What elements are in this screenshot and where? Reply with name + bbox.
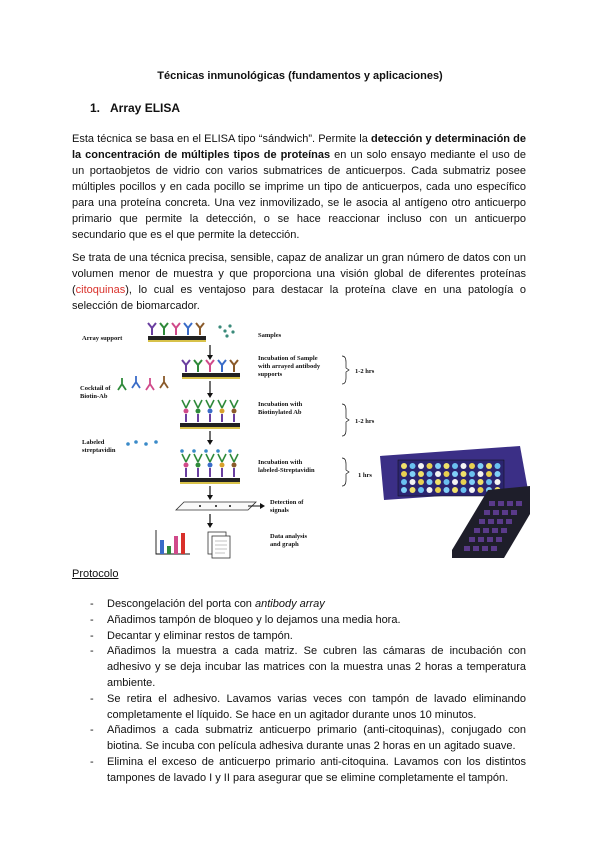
step-text: Añadimos tampón de bloqueo y lo dejamos una media hora. — [107, 613, 401, 626]
plate-well — [486, 463, 492, 469]
label-analysis-1: Data analysis — [270, 533, 308, 540]
protocol-step — [72, 644, 526, 691]
paragraph-intro — [72, 131, 526, 243]
plate-well — [435, 471, 441, 477]
plate-well — [418, 479, 424, 485]
plate-well — [401, 479, 407, 485]
slide-subarray — [484, 510, 490, 515]
section-number: 1. — [90, 101, 101, 115]
slide-subarray — [464, 546, 470, 551]
step-text: Añadimos a cada submatriz anticuerpo primario (anti-citoquinas), conjugado con biotina. Se incuba con película adhesiva durante unas 2 horas en un agitado suave. — [107, 724, 526, 753]
plate-well — [444, 479, 450, 485]
plate-well — [427, 463, 433, 469]
slide-subarray — [483, 528, 489, 533]
plate-well — [478, 463, 484, 469]
plate-well — [401, 471, 407, 477]
step-text: Se retira el adhesivo. Lavamos varias veces con tampón de lavado eliminando completamente el líquido. Se hace en un agitador durante unos 10 minutos. — [107, 692, 526, 721]
label-incubation-strep-2: labeled-Streptavidin — [258, 467, 315, 474]
list-bullet: - — [90, 692, 94, 705]
plate-well — [418, 471, 424, 477]
plate-well — [444, 487, 450, 493]
step-italic-text: antibody array — [254, 598, 325, 610]
list-bullet: - — [90, 645, 94, 658]
list-bullet: - — [90, 755, 94, 768]
plate-well — [461, 471, 467, 477]
plate-well — [401, 463, 407, 469]
paragraph-text: Se trata de una técnica precisa, sensible, capaz de analizar un gran número de datos con un volumen menor de muestra y que proporciona una visión global de diferentes proteínas ( — [72, 252, 526, 296]
protocol-step — [72, 692, 526, 724]
label-cocktail-1: Cocktail of — [80, 385, 111, 392]
slide-subarray — [498, 501, 504, 506]
slide-subarray — [478, 537, 484, 542]
plate-well — [435, 479, 441, 485]
label-labeled-2: streptavidin — [82, 447, 116, 454]
plate-well — [461, 487, 467, 493]
list-bullet: - — [90, 598, 94, 610]
streptavidin-incubation-illustration — [180, 449, 240, 484]
label-incubation-sample-1: Incubation of Sample — [258, 355, 318, 362]
array-elisa-figure — [80, 318, 530, 568]
list-bullet: - — [90, 724, 94, 737]
plate-well — [410, 487, 416, 493]
samples-icon — [218, 324, 234, 337]
array-slide-photo — [452, 486, 530, 558]
plate-well — [478, 487, 484, 493]
plate-well — [427, 487, 433, 493]
protocol-step — [72, 723, 526, 755]
plate-well — [495, 479, 501, 485]
label-labeled-1: Labeled — [82, 439, 105, 446]
plate-well — [444, 471, 450, 477]
plate-well — [410, 471, 416, 477]
label-time-3: 1 hrs — [358, 472, 372, 479]
slide-subarray — [489, 501, 495, 506]
highlight-citoquinas: citoquinas — [75, 284, 126, 296]
protocol-label: Protocolo — [72, 568, 119, 580]
report-pages-icon — [208, 532, 230, 558]
plate-well — [495, 471, 501, 477]
protocol-steps — [72, 597, 526, 787]
plate-well — [461, 463, 467, 469]
biotin-incubation-illustration — [180, 400, 240, 429]
paragraph-advantages — [72, 250, 526, 314]
label-incubation-sample-3: supports — [258, 371, 283, 378]
plate-well — [461, 479, 467, 485]
plate-well — [444, 463, 450, 469]
document-title: Técnicas inmunológicas (fundamentos y aplicaciones) — [157, 70, 443, 82]
label-incubation-strep-1: Incubation with — [258, 459, 303, 466]
slide-subarray — [473, 546, 479, 551]
paragraph-text: Esta técnica se basa en el ELISA tipo “sándwich”. Permite la — [72, 133, 372, 145]
plate-well — [418, 463, 424, 469]
protocol-step — [72, 613, 526, 629]
label-analysis-2: and graph — [270, 541, 299, 548]
step-text: Decantar y eliminar restos de tampón. — [107, 629, 293, 642]
step-text: Descongelación del porta con — [107, 598, 255, 610]
plate-well — [452, 463, 458, 469]
slide-subarray — [492, 528, 498, 533]
paragraph-text: ), lo cual es ventajoso para destacar la proteína clave en una patología o selección de biomarcador. — [72, 284, 526, 312]
plate-well — [435, 487, 441, 493]
plate-well — [478, 471, 484, 477]
streptavidin-icon — [126, 440, 158, 446]
slide-subarray — [491, 546, 497, 551]
plate-well — [452, 471, 458, 477]
plate-well — [410, 479, 416, 485]
section-heading — [90, 101, 180, 115]
label-time-1: 1-2 hrs — [355, 368, 375, 375]
protocol-step — [72, 629, 526, 645]
list-bullet: - — [90, 629, 94, 642]
detection-slide-icon — [176, 502, 256, 510]
plate-well — [452, 487, 458, 493]
slide-subarray — [516, 501, 522, 506]
label-incubation-biotin-2: Biotinylated Ab — [258, 409, 302, 416]
slide-subarray — [502, 510, 508, 515]
bar-graph-icon — [156, 530, 190, 554]
plate-well — [486, 471, 492, 477]
paragraph-bold-text: detección y determinación de la concentración de múltiples tipos de proteínas — [72, 133, 527, 161]
slide-subarray — [506, 519, 512, 524]
label-samples: Samples — [258, 332, 282, 339]
list-bullet: - — [90, 613, 94, 626]
label-detection-1: Detection of — [270, 499, 304, 506]
plate-well — [469, 471, 475, 477]
protocol-step — [72, 597, 526, 613]
step-text: Añadimos la muestra a cada matriz. Se cubren las cámaras de incubación con adhesivo y se deja incubar las matrices con la muestra unas 2 horas a temperatura ambiente. — [107, 645, 526, 689]
slide-subarray — [488, 519, 494, 524]
protocol-step — [72, 755, 526, 787]
plate-well — [452, 479, 458, 485]
slide-subarray — [501, 528, 507, 533]
slide-subarray — [487, 537, 493, 542]
plate-well — [410, 463, 416, 469]
plate-well — [486, 479, 492, 485]
plate-well — [435, 463, 441, 469]
label-time-2: 1-2 hrs — [355, 418, 375, 425]
plate-well — [469, 487, 475, 493]
array-support-illustration — [148, 323, 206, 342]
plate-well — [495, 463, 501, 469]
plate-well — [427, 471, 433, 477]
slide-subarray — [469, 537, 475, 542]
plate-well — [418, 487, 424, 493]
slide-subarray — [493, 510, 499, 515]
slide-subarray — [482, 546, 488, 551]
label-cocktail-2: Biotin-Ab — [80, 393, 108, 400]
plate-well — [478, 479, 484, 485]
sample-incubation-illustration — [182, 360, 240, 379]
step-text: Elimina el exceso de anticuerpo primario anti-citoquina. Lavamos con los distintos tampones de lavado I y II para asegurar que se elimine completamente el tampón. — [107, 755, 526, 784]
plate-well — [469, 479, 475, 485]
slide-subarray — [497, 519, 503, 524]
slide-subarray — [511, 510, 517, 515]
plate-well — [401, 487, 407, 493]
slide-subarray — [496, 537, 502, 542]
paragraph-text: en un solo ensayo mediante el uso de un portaobjetos de vidrio con varios submatrices de anticuerpos. Cada submatriz posee múltiples pocillos y en cada pocillo se imprime un tipo de anticuerpos, cada uno específico para una proteína concreta. Una vez inmovilizado, se le asocia al antígeno otro anticuerpo primario que permite la detección, o se hace reaccionar incluso con un anticuerpo secundario que es el que permite la detección. — [72, 149, 526, 241]
biotin-ab-cocktail-icon — [118, 376, 168, 390]
label-incubation-sample-2: with arrayed antibody — [258, 363, 321, 370]
label-incubation-biotin-1: Incubation with — [258, 401, 303, 408]
slide-subarray — [474, 528, 480, 533]
label-array-support: Array support — [82, 335, 123, 342]
label-detection-2: signals — [270, 507, 289, 514]
slide-subarray — [479, 519, 485, 524]
slide-subarray — [507, 501, 513, 506]
plate-well — [469, 463, 475, 469]
plate-well — [427, 479, 433, 485]
section-label: Array ELISA — [110, 101, 181, 115]
